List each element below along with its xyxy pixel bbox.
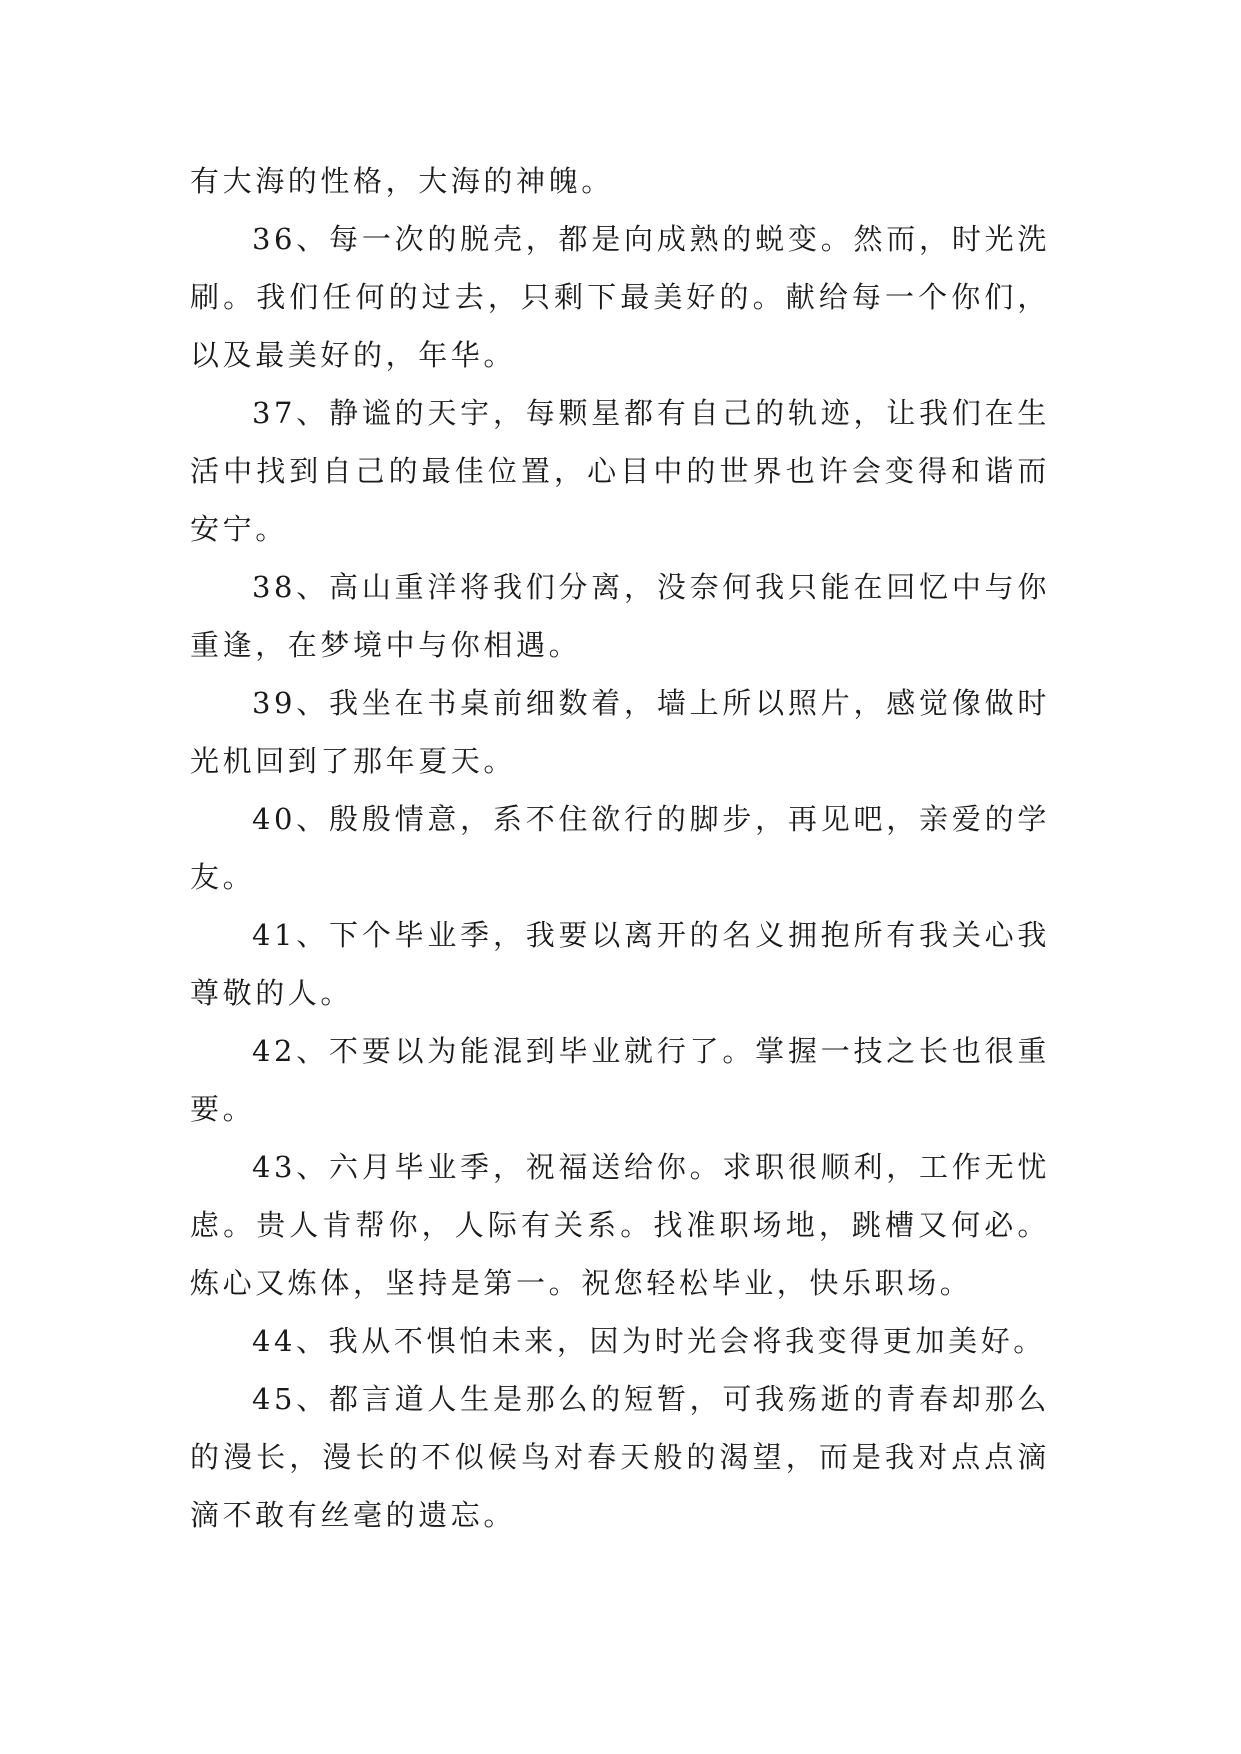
paragraph-42: 42、不要以为能混到毕业就行了。掌握一技之长也很重要。 <box>190 1034 1050 1126</box>
document-body <box>190 152 1050 1544</box>
paragraph-37: 37、静谧的天宇，每颗星都有自己的轨迹，让我们在生活中找到自己的最佳位置，心目中的世界也许会变得和谐而安宁。 <box>190 396 1050 546</box>
paragraph-continuation: 有大海的性格，大海的神魄。 <box>190 164 614 198</box>
paragraph-43: 43、六月毕业季，祝福送给你。求职很顺利，工作无忧虑。贵人肯帮你，人际有关系。找准职场地，跳槽又何必。炼心又炼体，坚持是第一。祝您轻松毕业，快乐职场。 <box>190 1150 1050 1300</box>
paragraph-40: 40、殷殷情意，系不住欲行的脚步，再见吧，亲爱的学友。 <box>190 802 1050 894</box>
paragraph-45: 45、都言道人生是那么的短暂，可我殇逝的青春却那么的漫长，漫长的不似候鸟对春天般的渴望，而是我对点点滴滴不敢有丝毫的遗忘。 <box>190 1382 1050 1532</box>
paragraph-44: 44、我从不惧怕未来，因为时光会将我变得更加美好。 <box>252 1324 1046 1358</box>
paragraph-41: 41、下个毕业季，我要以离开的名义拥抱所有我关心我尊敬的人。 <box>190 918 1050 1010</box>
paragraph-38: 38、高山重洋将我们分离，没奈何我只能在回忆中与你重逢，在梦境中与你相遇。 <box>190 570 1050 662</box>
paragraph-39: 39、我坐在书桌前细数着，墙上所以照片，感觉像做时光机回到了那年夏天。 <box>190 686 1050 778</box>
paragraph-36: 36、每一次的脱壳，都是向成熟的蜕变。然而，时光洗刷。我们任何的过去，只剩下最美好的。献给每一个你们，以及最美好的，年华。 <box>190 222 1050 372</box>
